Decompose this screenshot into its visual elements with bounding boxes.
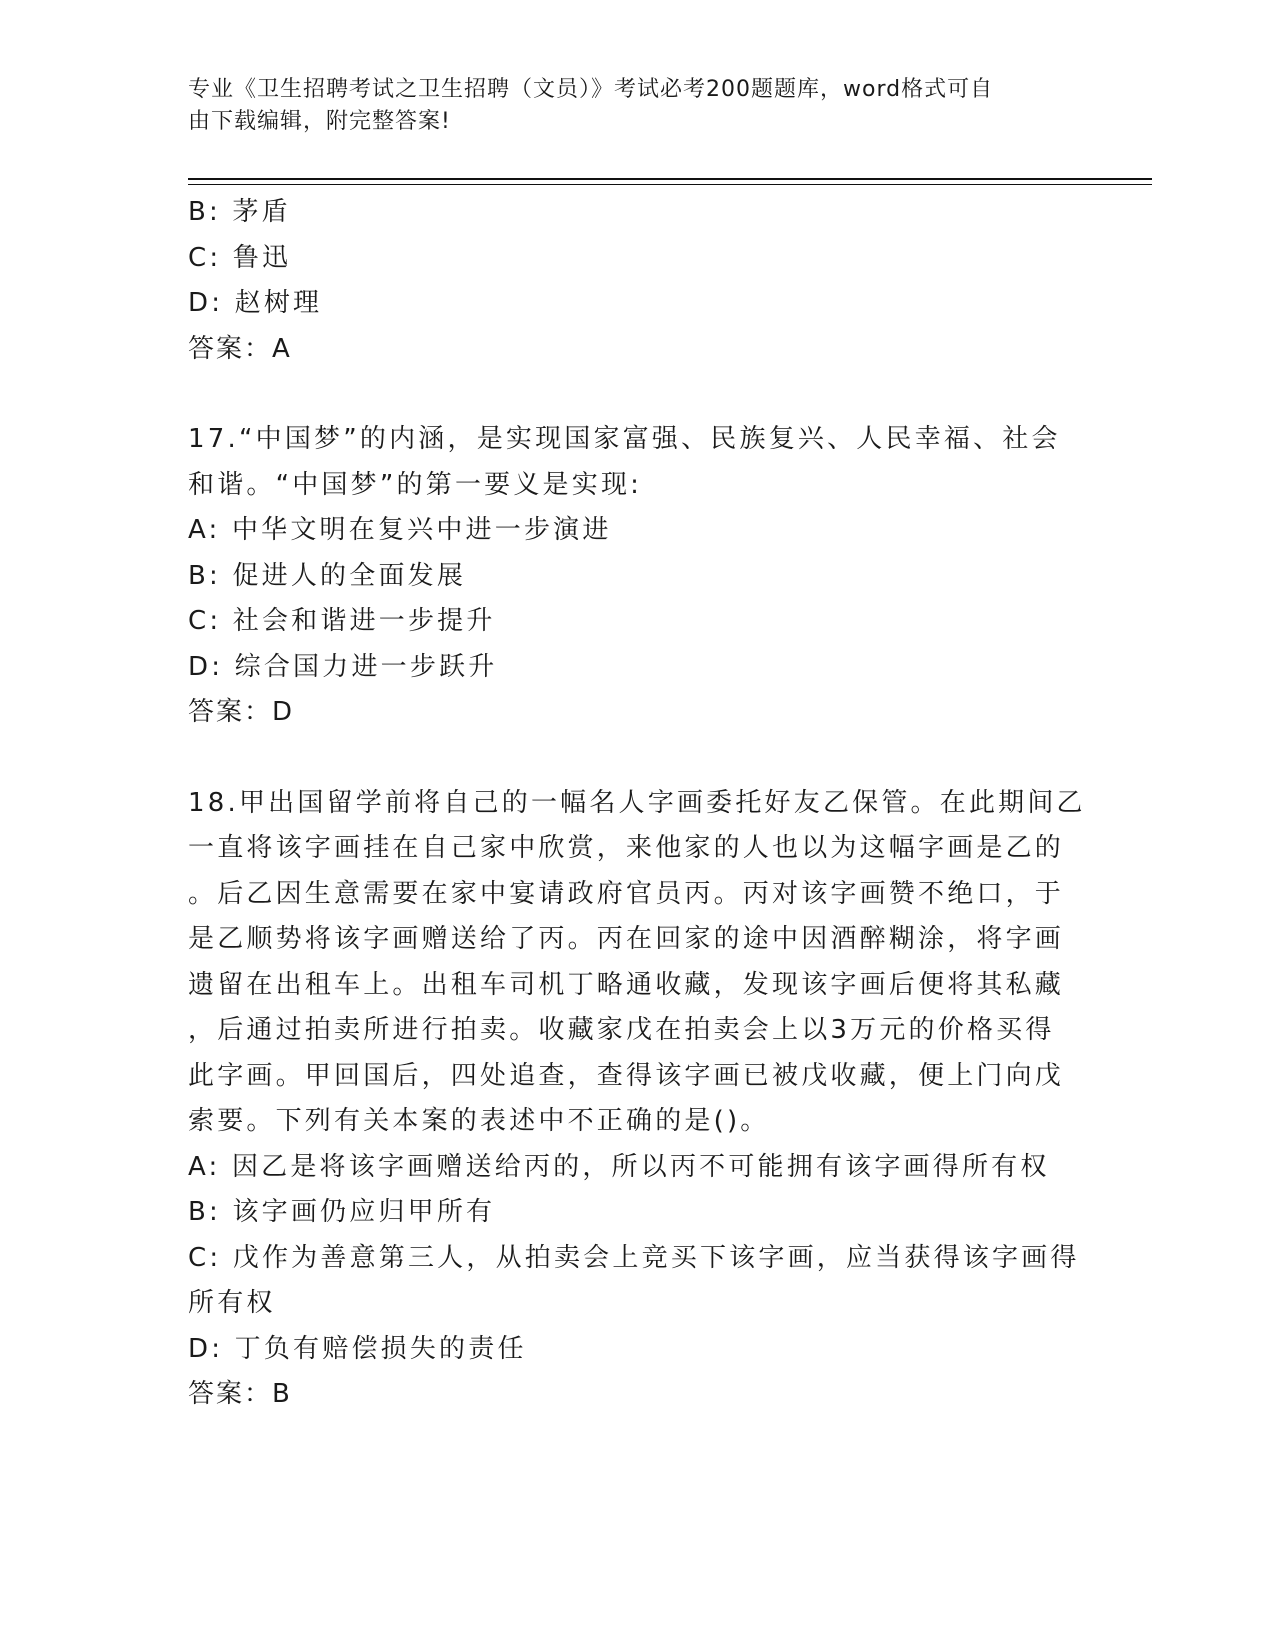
option-b: B: 该字画仍应归甲所有 [188,1197,496,1227]
question-stem-line: ，后通过拍卖所进行拍卖。收藏家戊在拍卖会上以3万元的价格买得 [188,1015,1055,1045]
option-c: C: 鲁迅 [188,242,292,273]
question-stem-line: 是乙顺势将该字画赠送给了丙。丙在回家的途中因酒醉糊涂，将字画 [188,924,1065,954]
question-stem-line: 17.“中国梦”的内涵，是实现国家富强、民族复兴、人民幸福、社会 [188,424,1061,454]
option-d: D: 赵树理 [188,288,323,318]
answer-line: 答案：B [188,1379,292,1409]
option-c: C: 社会和谐进一步提升 [188,606,496,636]
question-stem-line: 18.甲出国留学前将自己的一幅名人字画委托好友乙保管。在此期间乙 [188,787,1086,818]
header-line-1: 专业《卫生招聘考试之卫生招聘（文员）》考试必考200题题库，word格式可自 [188,77,994,102]
question-stem-line: 此字画。甲回国后，四处追查，查得该字画已被戊收藏，便上门向戊 [188,1060,1065,1091]
question-stem-line: 索要。下列有关本案的表述中不正确的是()。 [188,1106,770,1136]
option-a: A: 因乙是将该字画赠送给丙的，所以丙不可能拥有该字画得所有权 [188,1151,1050,1182]
spacer [188,736,1078,781]
previous-question-tail [188,190,1078,372]
option-c-line: C: 戊作为善意第三人，从拍卖会上竞买下该字画，应当获得该字画得 [188,1242,1080,1273]
question-18 [188,781,1086,1418]
option-d: D: 综合国力进一步跃升 [188,651,498,682]
header-divider-thin [188,184,1152,185]
document-body [188,190,1086,1418]
header-divider-thick [188,178,1152,180]
option-c-line: 所有权 [188,1288,276,1318]
document-header [188,74,1088,138]
answer-line: 答案：D [188,697,295,727]
option-b: B: 茅盾 [188,197,291,227]
option-d: D: 丁负有赔偿损失的责任 [188,1333,527,1364]
question-stem-line: 遗留在出租车上。出租车司机丁略通收藏，发现该字画后便将其私藏 [188,969,1065,1000]
question-stem-line: 和谐。“中国梦”的第一要义是实现: [188,469,643,500]
question-stem-line: 。后乙因生意需要在家中宴请政府官员丙。丙对该字画赞不绝口，于 [188,878,1065,909]
question-stem-line: 一直将该字画挂在自己家中欣赏，来他家的人也以为这幅字画是乙的 [188,833,1065,863]
option-b: B: 促进人的全面发展 [188,560,467,591]
answer-line: 答案：A [188,333,292,364]
header-line-2: 由下载编辑，附完整答案! [188,109,451,134]
question-17 [188,417,1078,736]
spacer [188,372,1078,417]
option-a: A: 中华文明在复兴中进一步演进 [188,515,612,545]
